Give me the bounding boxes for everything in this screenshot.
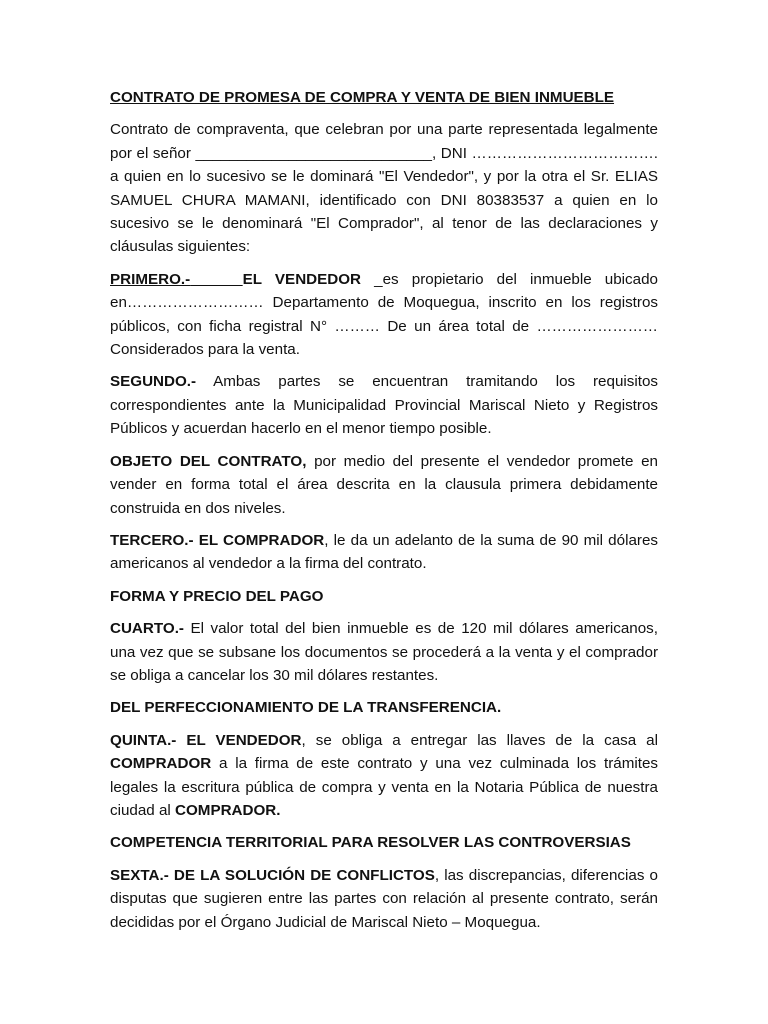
clause-quinta-comprador-2: COMPRADOR. <box>175 801 281 819</box>
clause-quinta-text-1: , se obliga a entregar las llaves de la casa al <box>301 731 658 749</box>
document-title: CONTRATO DE PROMESA DE COMPRA Y VENTA DE BIEN INMUEBLE <box>110 89 615 106</box>
clause-primero <box>110 268 658 362</box>
clause-cuarto <box>110 617 658 687</box>
clause-quinta-text-2: a la firma de este contrato y una vez culminada los trámites legales la escritura pública de compra y venta en la Notaria Pública de nuestra ciudad al <box>110 755 658 819</box>
clause-segundo <box>110 370 658 440</box>
clause-sexta <box>110 864 658 934</box>
clause-primero-party: EL VENDEDOR <box>242 270 362 288</box>
clause-tercero-text: , le da un adelanto de la suma de 90 mil dólares americanos al vendedor a la firma del contrato. <box>110 531 658 573</box>
clause-segundo-text: Ambas partes se encuentran tramitando los requisitos correspondientes ante la Municipalidad Provincial Mariscal Nieto y Registros Públicos y acuerdan hacerlo en el menor tiempo posible. <box>110 373 658 438</box>
clause-cuarto-label: CUARTO.- <box>110 620 184 638</box>
clause-tercero-label: TERCERO.- EL COMPRADOR <box>110 531 325 549</box>
clause-quinta-label: QUINTA.- EL VENDEDOR <box>110 731 302 749</box>
intro-paragraph: Contrato de compraventa, que celebran por una parte representada legalmente por el señor ____________________________, DNI ………………………………. a quien en lo sucesivo se le dominará "El Vendedor", y por la otra el Sr. ELIAS SAMUEL CHURA MAMANI, identificado con DNI 80383537 a quien en lo sucesivo se le denominará "El Comprador", al tenor de las declaraciones y cláusulas siguientes: <box>110 121 658 256</box>
clause-primero-text: _es propietario del inmueble ubicado en……………………… Departamento de Moquegua, inscrito en los registros públicos, con ficha registral N° ……… De un área total de …………………… Considerados para la venta. <box>110 270 658 359</box>
clause-quinta-comprador-1: COMPRADOR <box>110 755 212 773</box>
clause-segundo-label: SEGUNDO.- <box>110 373 197 391</box>
clause-sexta-text: , las discrepancias, diferencias o disputas que sugieren entre las partes con relación al presente contrato, serán decididas por el Órgano Judicial de Mariscal Nieto – Moquegua. <box>110 866 658 931</box>
clause-quinta <box>110 729 658 823</box>
heading-forma-pago: FORMA Y PRECIO DEL PAGO <box>110 587 324 605</box>
heading-perfeccionamiento: DEL PERFECCIONAMIENTO DE LA TRANSFERENCIA. <box>110 699 502 717</box>
clause-sexta-label: SEXTA.- DE LA SOLUCIÓN DE CONFLICTOS <box>110 866 435 884</box>
clause-primero-label: PRIMERO.- <box>110 270 191 288</box>
clause-cuarto-text: El valor total del bien inmueble es de 120 mil dólares americanos, una vez que se subsane los documentos se procederá a la venta y el comprador se obliga a cancelar los 30 mil dólares restantes. <box>110 620 658 684</box>
clause-primero-gap <box>190 271 243 288</box>
document-page <box>110 86 658 943</box>
clause-objeto <box>110 450 658 520</box>
clause-objeto-text: por medio del presente el vendedor promete en vender en forma total el área descrita en la clausula primera debidamente construida en dos niveles. <box>110 452 659 517</box>
clause-objeto-label: OBJETO DEL CONTRATO, <box>110 452 307 470</box>
clause-tercero <box>110 529 658 576</box>
heading-competencia: COMPETENCIA TERRITORIAL PARA RESOLVER LAS CONTROVERSIAS <box>110 834 631 852</box>
